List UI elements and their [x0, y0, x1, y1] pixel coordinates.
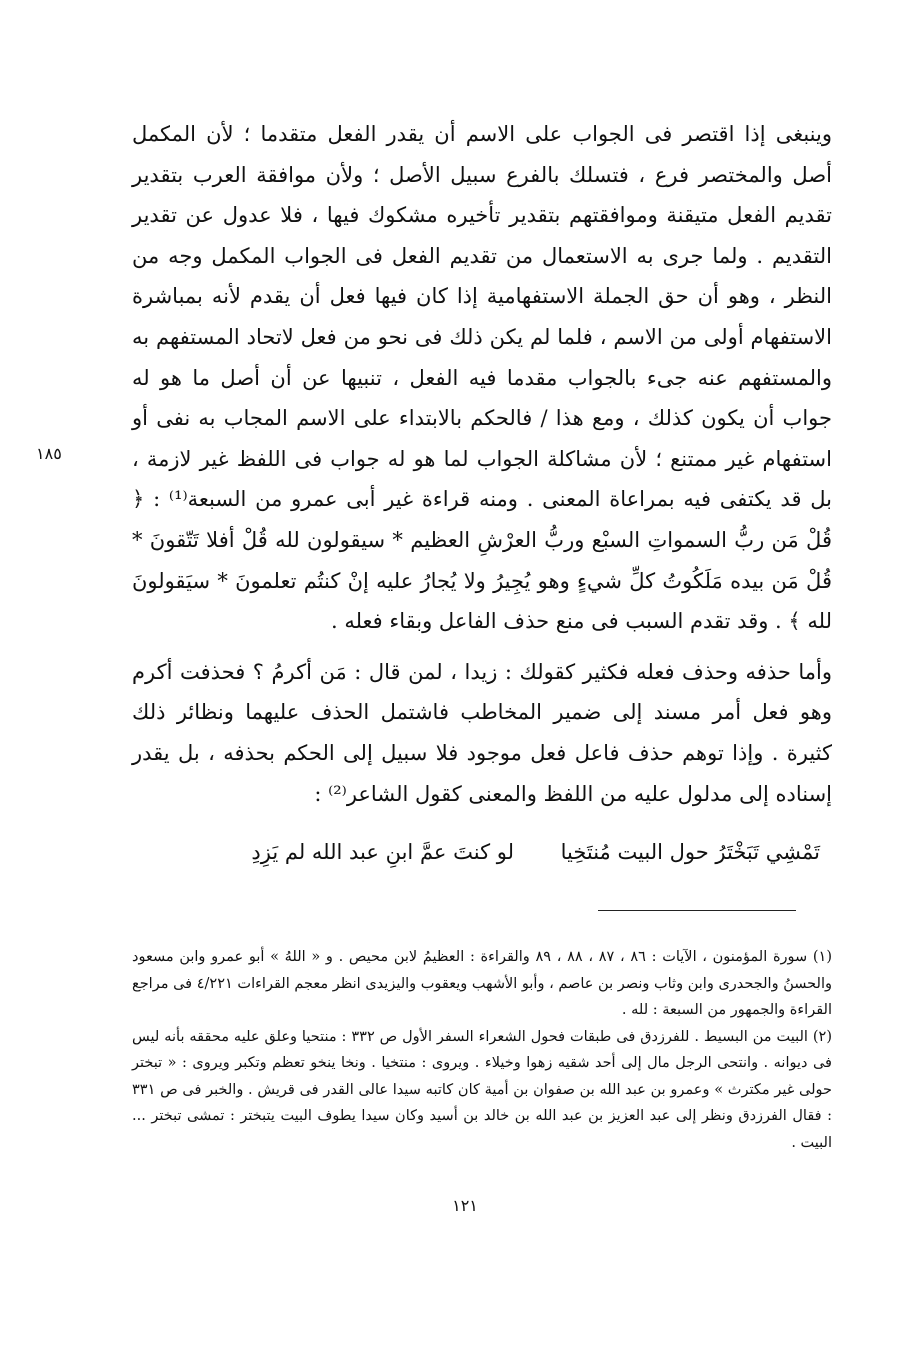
verse-hemistich-first: تَمْشِي تَبَخْتَرُ حول البيت مُنتَخِيا — [560, 840, 820, 864]
footnote-separator — [598, 910, 796, 911]
margin-reference-number: ١٨٥ — [36, 444, 62, 463]
footnote-2: (٢) البيت من البسيط . للفرزدق فى طبقات فحول الشعراء السفر الأول ص ٣٣٢ : منتحيا وعلق عليه محققه بأنه ليس فى ديوانه . وانتحى الرجل مال إلى أحد شقيه زهوا وخيلاء . ويروى : منتخيا . ونخا ينخو تعظم وتكبر ويروى : « تبختر حولى غير مكترث » وعمرو بن عبد الله بن صفوان بن أمية كان كاتبه سيدا عالى القدر فى قريش . والخبر فى ص ٣٣١ : فقال الفرزدق ونظر إلى عبد العزيز بن عبد الله بن خالد بن أسيد وكان سيدا يطوف البيت يتبختر : تمشى تبختر ... البيت . — [132, 1028, 832, 1151]
footnote-1: (١) سورة المؤمنون ، الآيات : ٨٦ ، ٨٧ ، ٨٨ ، ٨٩ والقراءة : العظيمُ لابن محيص . و « اللهُ » أبو عمرو وابن مسعود والحسنُ والجحدرى وابن وثاب ونصر بن عاصم ، وأبو الأشهب ويعقوب واليزيدى انظر معجم القراءات ٤/٢٢١ فى مراجع القراءة والجمهور من السبعة : لله . — [132, 949, 832, 1018]
main-paragraph-1: وينبغى إذا اقتصر فى الجواب على الاسم أن يقدر الفعل متقدما ؛ لأن المكمل أصل والمختصر فرع ، فتسلك بالفرع سبيل الأصل ؛ ولأن موافقة العرب بتقدير تقديم الفعل متيقنة وموافقتهم بتقدير تأخيره مشكوك فيها ، فلا عدول عن تقدير التقديم . ولما جرى به الاستعمال من تقديم الفعل فى الجواب المكمل وجه من النظر ، وهو أن حق الجملة الاستفهامية إذا كان فيها فعل أن يقدم لأنه بمباشرة الاستفهام أولى من الاسم ، فلما لم يكن ذلك فى نحو من فعل لاتحاد المستفهم به والمستفهم عنه جىء بالجواب مقدما فيه الفعل ، تنبيها عن أن أصل ما هو له جواب أن يكون كذلك ، ومع هذا / فالحكم بالابتداء على الاسم المجاب به نفى أو استفهام غير ممتنع ؛ لأن مشاكلة الجواب لما هو له جواب فى اللفظ غير لازمة ، بل قد يكتفى فيه بمراعاة المعنى . ومنه قراءة غير أبى عمرو من السبعة⁽¹⁾ : ﴿ قُلْ مَن ربُّ السمواتِ السبْع وربُّ العرْشِ العظيم * سيقولون لله قُلْ أفلا تَتّقونَ * قُلْ مَن بيده مَلَكُوتُ كلِّ شيءٍ وهو يُجِيرُ ولا يُجارُ عليه إنْ كنتُم تعلمونَ * سيَقولونَ لله ﴾ . وقد تقدم السبب فى منع حذف الفاعل وبقاء فعله . — [132, 122, 832, 634]
page-number: ١٢١ — [452, 1196, 478, 1215]
main-text-block — [132, 114, 832, 814]
footnotes-block — [132, 944, 832, 1156]
main-paragraph-2: وأما حذفه وحذف فعله فكثير كقولك : زيدا ، لمن قال : مَن أكرمُ ؟ فحذفت أكرم وهو فعل أمر مسند إلى ضمير المخاطب فاشتمل الحذف عليهما ونظائر ذلك كثيرة . وإذا توهم حذف فاعل فعل موجود فلا سبيل إلى الحكم بحذفه ، بل يقدر إسناده إلى مدلول عليه من اللفظ والمعنى كقول الشاعر⁽²⁾ : — [132, 659, 832, 806]
poetry-verse — [132, 832, 832, 878]
verse-hemistich-second: لو كنتَ عمَّ ابنِ عبد الله لم يَزِدِ — [251, 840, 514, 864]
